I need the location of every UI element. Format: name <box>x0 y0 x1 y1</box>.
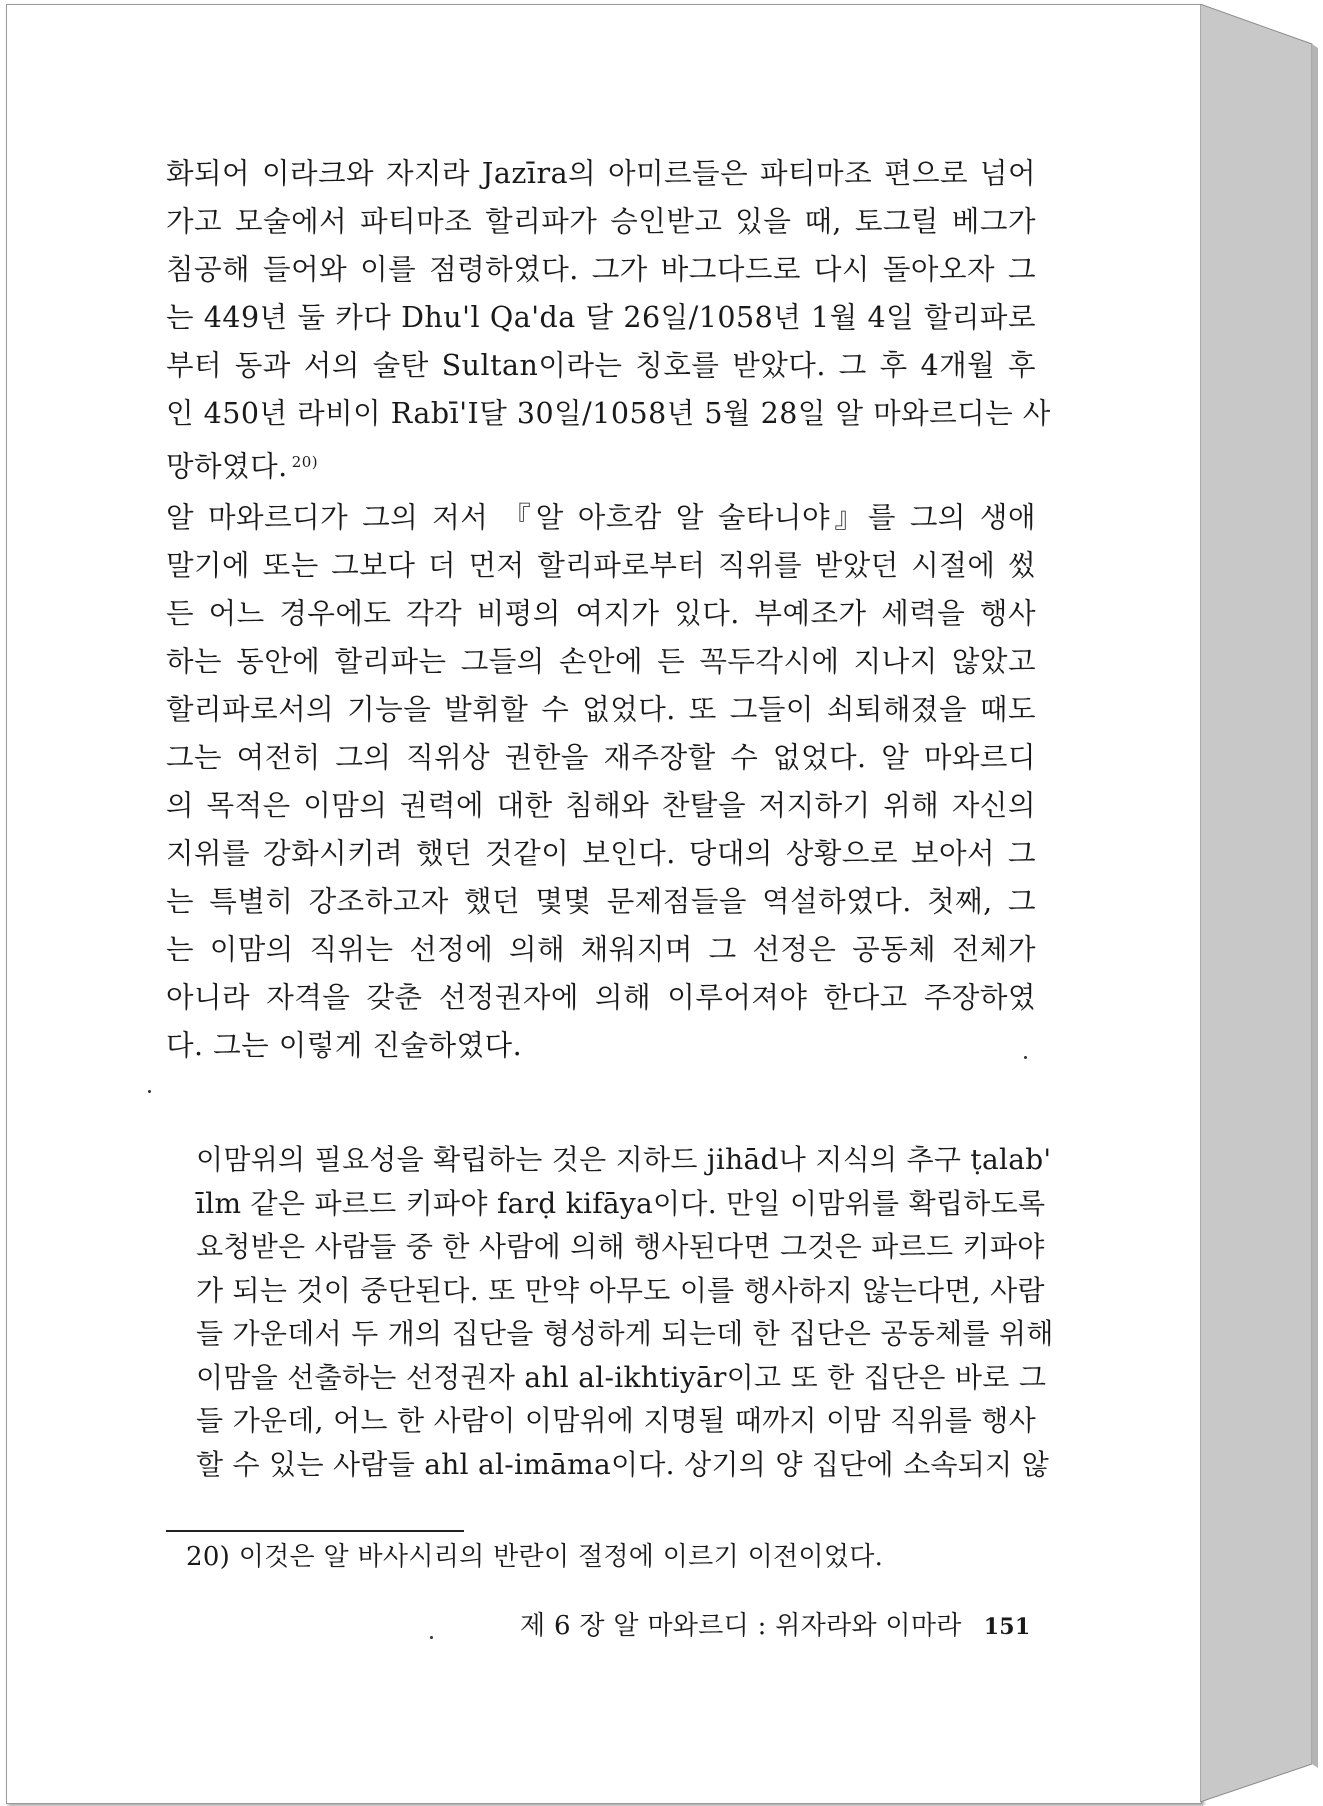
quote-line: īlm 같은 파르드 키파야 farḍ kifāya이다. 만일 이맘위를 확립하도록 <box>196 1186 1046 1220</box>
scan-speck <box>148 1090 151 1093</box>
text-line: 아니라 자격을 갖춘 선정권자에 의해 이루어져야 한다고 주장하였 <box>166 981 1036 1014</box>
block-quote <box>196 1138 1054 1486</box>
text-line: 화되어 이라크와 자지라 Jazīra의 아미르들은 파티마조 편으로 넘어 <box>166 157 1036 190</box>
text-line: 는 이맘의 직위는 선정에 의해 채워지며 그 선정은 공동체 전체가 <box>166 933 1036 966</box>
main-text <box>166 150 1051 1070</box>
text-line: 지위를 강화시키려 했던 것같이 보인다. 당대의 상황으로 보아서 그 <box>166 837 1036 870</box>
quote-line: 이맘을 선출하는 선정권자 ahl al-ikhtiyār이고 또 한 집단은 바로 그 <box>196 1360 1047 1394</box>
scan-speck <box>430 1636 433 1639</box>
text-line: 는 449년 둘 카다 Dhu'l Qa'da 달 26일/1058년 1월 4일 할리파로 <box>166 301 1036 334</box>
scan-speck <box>1024 1056 1027 1059</box>
text-line: 말기에 또는 그보다 더 먼저 할리파로부터 직위를 받았던 시절에 썼 <box>166 549 1036 582</box>
text-line: 인 450년 라비이 Rabī'I달 30일/1058년 5월 28일 알 마와르디는 사 <box>166 397 1051 430</box>
chapter-title: 제 6 장 알 마와르디 : 위자라와 이마라 <box>520 1611 962 1641</box>
footnote-divider <box>166 1530 464 1532</box>
footnote-reference: 20) <box>291 453 319 471</box>
quote-line: 가 되는 것이 중단된다. 또 만약 아무도 이를 행사하지 않는다면, 사람 <box>196 1273 1045 1307</box>
text-line-indented <box>166 494 1036 542</box>
text-line-content: 알 마와르디가 그의 저서 『알 아흐캄 알 술타니야』를 그의 생애 <box>166 501 1036 534</box>
text-line-content: 망하였다. <box>166 450 288 483</box>
quote-line: 들 가운데, 어느 한 사람이 이맘위에 지명될 때까지 이맘 직위를 행사 <box>196 1404 1036 1437</box>
text-line: 하는 동안에 할리파는 그들의 손안에 든 꼭두각시에 지나지 않았고 <box>166 645 1036 678</box>
text-line: 는 특별히 강조하고자 했던 몇몇 문제점들을 역설하였다. 첫째, 그 <box>166 885 1036 918</box>
footnote: 20) 이것은 알 바사시리의 반란이 절정에 이르기 이전이었다. <box>186 1542 884 1572</box>
text-line-last <box>166 438 1036 491</box>
running-footer <box>520 1609 1031 1644</box>
text-line: 그는 여전히 그의 직위상 권한을 재주장할 수 없었다. 알 마와르디 <box>166 741 1036 774</box>
body-paragraph-2 <box>166 494 1036 1070</box>
quote-line: 이맘위의 필요성을 확립하는 것은 지하드 jihād나 지식의 추구 ṭalab' <box>196 1143 1052 1176</box>
quote-line: 요청받은 사람들 중 한 사람에 의해 행사된다면 그것은 파르드 키파야 <box>196 1230 1045 1263</box>
text-line: 든 어느 경우에도 각각 비평의 여지가 있다. 부예조가 세력을 행사 <box>166 597 1036 630</box>
quote-line: 들 가운데서 두 개의 집단을 형성하게 되는데 한 집단은 공동체를 위해 <box>196 1317 1054 1350</box>
text-line: 가고 모술에서 파티마조 할리파가 승인받고 있을 때, 토그릴 베그가 <box>166 205 1036 238</box>
quote-line: 할 수 있는 사람들 ahl al-imāma이다. 상기의 양 집단에 소속되지 않 <box>196 1447 1050 1481</box>
text-line: 할리파로서의 기능을 발휘할 수 없었다. 또 그들이 쇠퇴해졌을 때도 <box>166 693 1036 726</box>
text-line: 부터 동과 서의 술탄 Sultan이라는 칭호를 받았다. 그 후 4개월 후 <box>166 349 1036 382</box>
text-line: 의 목적은 이맘의 권력에 대한 침해와 찬탈을 저지하기 위해 자신의 <box>166 789 1036 822</box>
text-line: 침공해 들어와 이를 점령하였다. 그가 바그다드로 다시 돌아오자 그 <box>166 253 1036 286</box>
page-number: 151 <box>983 1614 1031 1640</box>
text-line-last: 다. 그는 이렇게 진술하였다. <box>166 1029 523 1062</box>
body-paragraph-1 <box>166 150 1051 491</box>
